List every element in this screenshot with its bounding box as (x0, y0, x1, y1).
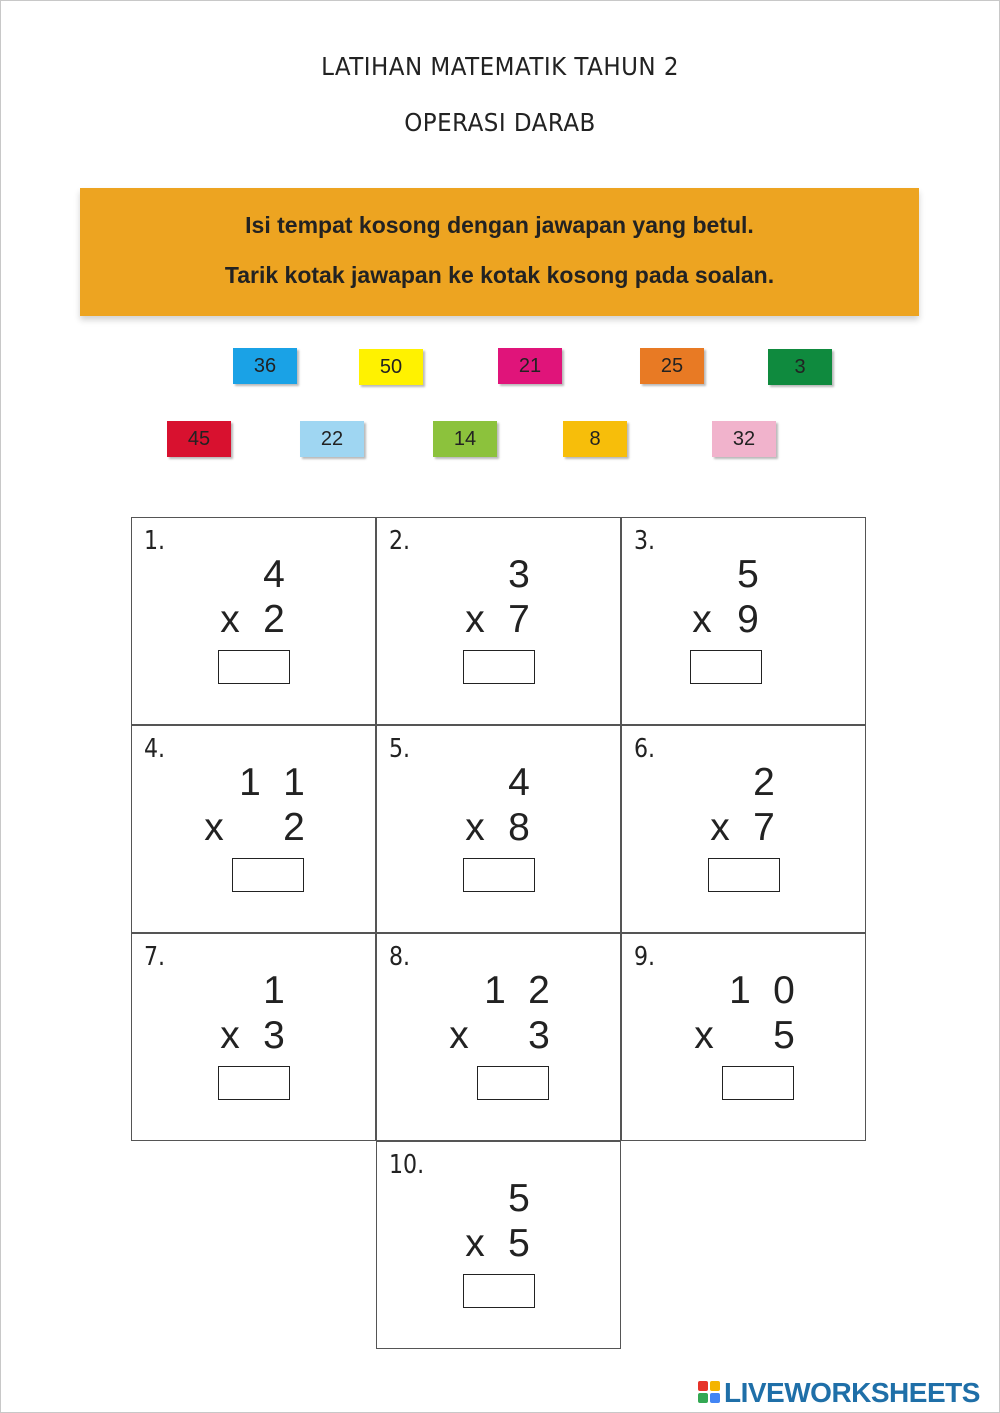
question-cell-9 (621, 933, 866, 1141)
multiplicand-ones-digit: 1 (263, 969, 285, 1012)
answer-drop-box[interactable] (232, 858, 304, 892)
multiplier-digit: 2 (263, 598, 285, 641)
question-number: 1. (144, 526, 166, 556)
multiply-sign: x (694, 1014, 714, 1057)
answer-option-21[interactable]: 21 (498, 348, 562, 384)
question-number: 4. (144, 734, 166, 764)
worksheet-subtitle: OPERASI DARAB (404, 108, 596, 137)
answer-drop-box[interactable] (218, 1066, 290, 1100)
answer-drop-box[interactable] (218, 650, 290, 684)
answer-drop-box[interactable] (690, 650, 762, 684)
answer-drop-box[interactable] (463, 858, 535, 892)
multiply-sign: x (465, 806, 485, 849)
question-number: 6. (634, 734, 656, 764)
multiplicand-ones-digit: 4 (508, 761, 530, 804)
liveworksheets-logo (698, 1378, 980, 1408)
multiply-sign: x (465, 1222, 485, 1265)
multiplicand-tens-digit: 1 (729, 969, 751, 1012)
question-number: 9. (634, 942, 656, 972)
answer-option-32[interactable]: 32 (712, 421, 776, 457)
multiply-sign: x (692, 598, 712, 641)
answer-drop-box[interactable] (722, 1066, 794, 1100)
question-number: 7. (144, 942, 166, 972)
question-number: 5. (389, 734, 411, 764)
answer-option-50[interactable]: 50 (359, 349, 423, 385)
question-number: 10. (389, 1150, 425, 1180)
question-number: 8. (389, 942, 411, 972)
instruction-line-2: Tarik kotak jawapan ke kotak kosong pada soalan. (224, 262, 775, 288)
multiplicand-ones-digit: 2 (753, 761, 775, 804)
question-number: 2. (389, 526, 411, 556)
multiplicand-ones-digit: 2 (528, 969, 550, 1012)
multiplier-digit: 5 (773, 1014, 795, 1057)
answer-drop-box[interactable] (463, 650, 535, 684)
multiply-sign: x (220, 1014, 240, 1057)
worksheet-title: LATIHAN MATEMATIK TAHUN 2 (321, 52, 679, 81)
answer-option-8[interactable]: 8 (563, 421, 627, 457)
question-cell-7 (131, 933, 376, 1141)
multiplicand-ones-digit: 5 (737, 553, 759, 596)
multiply-sign: x (449, 1014, 469, 1057)
question-cell-4 (131, 725, 376, 933)
multiplier-digit: 2 (283, 806, 305, 849)
multiplicand-ones-digit: 4 (263, 553, 285, 596)
question-cell-8 (376, 933, 621, 1141)
answer-drop-box[interactable] (477, 1066, 549, 1100)
answer-option-45[interactable]: 45 (167, 421, 231, 457)
multiplier-digit: 7 (753, 806, 775, 849)
multiplier-digit: 7 (508, 598, 530, 641)
question-cell-3 (621, 517, 866, 725)
answer-option-25[interactable]: 25 (640, 348, 704, 384)
multiplier-digit: 3 (528, 1014, 550, 1057)
question-cell-10 (376, 1141, 621, 1349)
multiplicand-tens-digit: 1 (239, 761, 261, 804)
liveworksheets-mark-icon (698, 1381, 722, 1405)
instructions-banner (80, 188, 919, 316)
multiplicand-ones-digit: 5 (508, 1177, 530, 1220)
question-cell-2 (376, 517, 621, 725)
answer-drop-box[interactable] (463, 1274, 535, 1308)
multiply-sign: x (220, 598, 240, 641)
multiply-sign: x (465, 598, 485, 641)
multiplicand-ones-digit: 3 (508, 553, 530, 596)
question-cell-5 (376, 725, 621, 933)
question-cell-6 (621, 725, 866, 933)
multiplier-digit: 8 (508, 806, 530, 849)
multiply-sign: x (204, 806, 224, 849)
answer-option-36[interactable]: 36 (233, 348, 297, 384)
answer-option-3[interactable]: 3 (768, 349, 832, 385)
multiply-sign: x (710, 806, 730, 849)
multiplicand-tens-digit: 1 (484, 969, 506, 1012)
instruction-line-1: Isi tempat kosong dengan jawapan yang betul. (245, 212, 754, 238)
question-cell-1 (131, 517, 376, 725)
multiplier-digit: 9 (737, 598, 759, 641)
logo-text: LIVEWORKSHEETS (724, 1377, 980, 1408)
multiplicand-ones-digit: 1 (283, 761, 305, 804)
multiplicand-ones-digit: 0 (773, 969, 795, 1012)
question-number: 3. (634, 526, 656, 556)
multiplier-digit: 5 (508, 1222, 530, 1265)
answer-option-14[interactable]: 14 (433, 421, 497, 457)
multiplier-digit: 3 (263, 1014, 285, 1057)
answer-option-22[interactable]: 22 (300, 421, 364, 457)
answer-drop-box[interactable] (708, 858, 780, 892)
